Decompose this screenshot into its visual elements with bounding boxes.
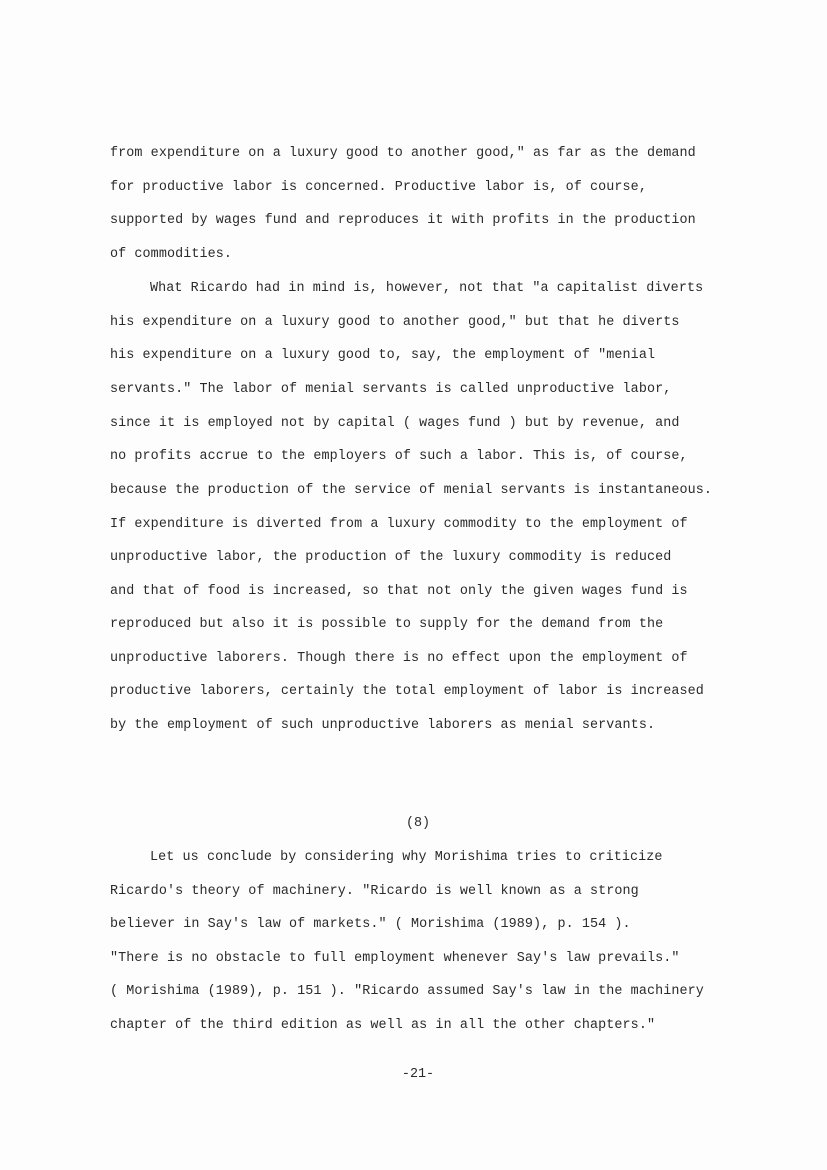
text-line: no profits accrue to the employers of such a labor. This is, of course, — [110, 449, 688, 464]
text-line: productive laborers, certainly the total employment of labor is increased — [110, 684, 704, 699]
text-line: supported by wages fund and reproduces it with profits in the production — [110, 213, 696, 228]
text-line: What Ricardo had in mind is, however, not that "a capitalist diverts — [150, 281, 704, 296]
text-line: from expenditure on a luxury good to another good," as far as the demand — [110, 146, 696, 161]
section-heading: (8) — [405, 816, 431, 831]
text-line: reproduced but also it is possible to supply for the demand from the — [110, 617, 664, 632]
text-line: of commodities. — [110, 247, 233, 262]
text-line: since it is employed not by capital ( wages fund ) but by revenue, and — [110, 416, 680, 431]
text-line: ( Morishima (1989), p. 151 ). "Ricardo assumed Say's law in the machinery — [110, 984, 704, 999]
text-line: unproductive laborers. Though there is no effect upon the employment of — [110, 651, 688, 666]
text-line: believer in Say's law of markets." ( Morishima (1989), p. 154 ). — [110, 917, 631, 932]
text-line: his expenditure on a luxury good to another good," but that he diverts — [110, 315, 680, 330]
text-line: and that of food is increased, so that not only the given wages fund is — [110, 584, 688, 599]
page-number: -21- — [401, 1067, 435, 1082]
text-line: If expenditure is diverted from a luxury commodity to the employment of — [110, 517, 688, 532]
text-line: for productive labor is concerned. Productive labor is, of course, — [110, 180, 647, 195]
text-line: chapter of the third edition as well as in all the other chapters." — [110, 1018, 656, 1033]
text-line: because the production of the service of menial servants is instantaneous. — [110, 483, 713, 498]
text-line: "There is no obstacle to full employment whenever Say's law prevails." — [110, 951, 680, 966]
text-line: Let us conclude by considering why Morishima tries to criticize — [150, 850, 663, 865]
text-line: unproductive labor, the production of the luxury commodity is reduced — [110, 550, 672, 565]
text-line: by the employment of such unproductive laborers as menial servants. — [110, 718, 656, 733]
text-line: servants." The labor of menial servants is called unproductive labor, — [110, 382, 672, 397]
text-line: Ricardo's theory of machinery. "Ricardo is well known as a strong — [110, 884, 639, 899]
text-line: his expenditure on a luxury good to, say, the employment of "menial — [110, 348, 656, 363]
